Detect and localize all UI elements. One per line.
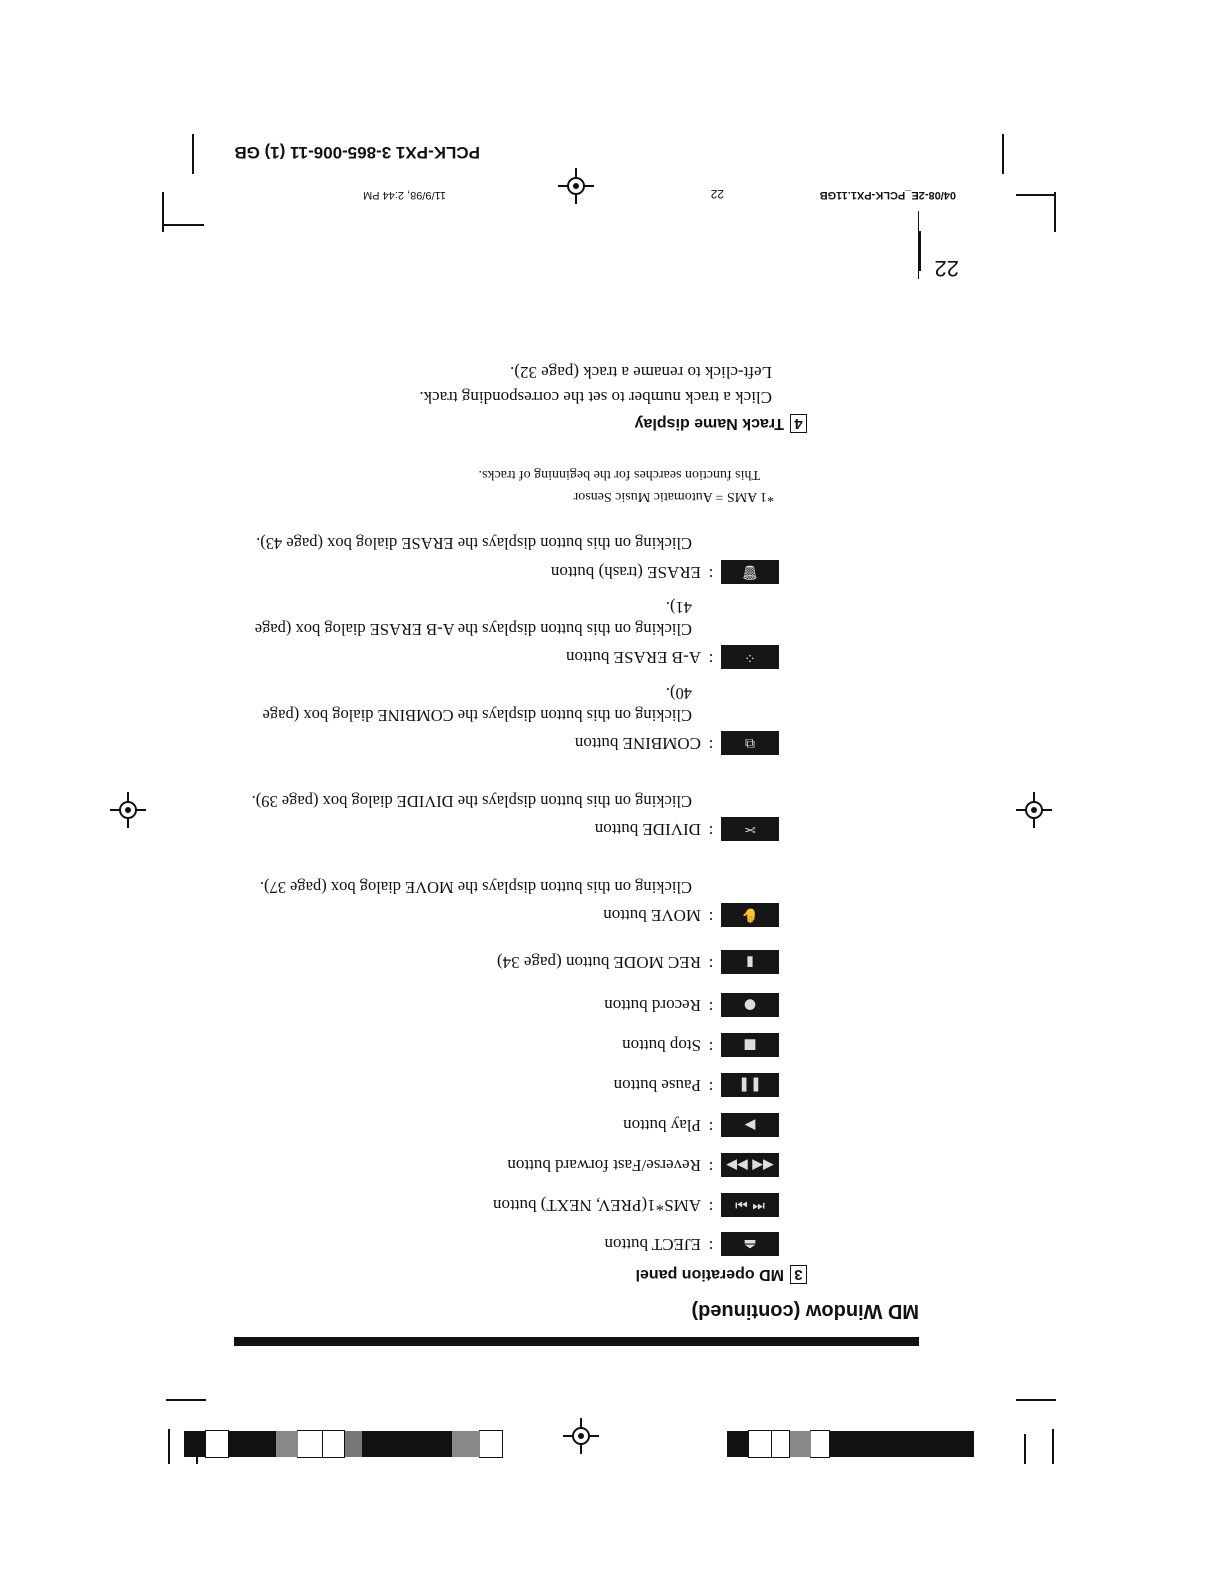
item-label: Record button [604,996,701,1015]
registration-mark-icon [558,168,594,204]
item-label: Play button [623,1116,701,1135]
panel-item: ■ : Stop button [622,1033,779,1057]
prev-next-icon: ⏮ ⏭ [721,1193,779,1217]
rec-mode-icon: ▮ [721,950,779,974]
rewind-ff-icon: ◀◀ ▶▶ [721,1153,779,1177]
panel-heading [636,1265,807,1284]
panel-item: ◀◀ ▶▶ : Reverse/Fast forward button [507,1153,779,1177]
item-description: Clicking on this button displays the ERASE dialog box (page 43). [256,534,692,553]
item-label: Reverse/Fast forward button [507,1156,701,1175]
section-rule [234,1337,919,1346]
trim-mark [1016,1399,1056,1401]
panel-item: ⏏ : EJECT button [605,1232,780,1256]
section-title: MD Window (continued) [691,1300,919,1322]
panel-item: ⏮ ⏭ : AMS*1(PREV, NEXT) button [493,1193,779,1217]
footnote-line-2: This function searches for the beginning of tracks. [478,467,760,482]
trim-mark [162,192,164,232]
panel-item: ✂ : DIVIDE button [595,817,779,841]
trim-mark [1052,1429,1054,1464]
panel-item: 🗑 : ERASE (trash) button [551,560,779,584]
item-label: ERASE (trash) button [550,563,701,582]
track-line-2: Left-click to rename a track (page 32). [510,363,772,382]
registration-mark-icon [563,1418,599,1454]
item-label: AMS*1(PREV, NEXT) button [493,1196,701,1215]
track-title: Track Name display [634,415,784,432]
footnote-line-1: *1 AMS = Automatic Music Sensor [573,489,774,504]
track-heading [635,414,807,433]
panel-title: MD operation panel [635,1266,784,1283]
panel-number-box: 3 [790,1265,807,1284]
item-label: DIVIDE button [594,820,701,839]
panel-item: ● : Record button [604,993,779,1017]
item-label: A-B ERASE button [565,648,701,667]
panel-item: ✋ : MOVE button [603,903,779,927]
panel-item: ▶ : Play button [623,1113,779,1137]
item-label: EJECT button [604,1235,701,1254]
item-description: Clicking on this button displays the MOVE dialog box (page 37). [259,878,692,897]
trim-mark [166,1399,206,1401]
item-label: Pause button [613,1076,701,1095]
calibration-strip [727,1431,974,1457]
trim-mark [192,134,194,174]
trash-icon: 🗑 [721,560,779,584]
page-divider [918,211,919,279]
document-code: PCLK-PX1 3-865-006-11 (1) GB [234,143,480,162]
record-icon: ● [721,993,779,1017]
play-icon: ▶ [721,1113,779,1137]
trim-mark [1002,134,1004,174]
panel-item: ⧉ : COMBINE button [575,731,779,755]
file-info: 04/08-2E_PCLK-PX1.11GB [819,189,956,201]
file-page-number: 22 [710,187,724,201]
item-description: Clicking on this button displays the COMBINE dialog box (page 40). [262,684,692,725]
track-number-box: 4 [790,414,807,433]
divide-scissors-icon: ✂ [721,817,779,841]
trim-mark [1054,192,1056,232]
panel-item: ▮ : REC MODE button (page 34) [497,950,779,974]
item-label: MOVE button [603,906,701,925]
stop-icon: ■ [721,1033,779,1057]
trim-mark [919,231,921,271]
combine-icon: ⧉ [721,731,779,755]
pause-icon: ❚❚ [721,1073,779,1097]
panel-item: ⁘ : A-B ERASE button [566,645,779,669]
panel-item: ❚❚ : Pause button [614,1073,779,1097]
track-line-1: Click a track number to set the corresponding track. [419,388,772,407]
item-label: COMBINE button [574,734,701,753]
item-label: REC MODE button (page 34) [497,953,701,972]
page-number: 22 [934,256,959,281]
calibration-strip [184,1431,502,1457]
trim-mark [1016,194,1056,196]
trim-mark [168,1429,170,1464]
item-label: Stop button [622,1036,701,1055]
registration-mark-icon [1016,792,1052,828]
item-description: Clicking on this button displays the DIVIDE dialog box (page 39). [251,792,692,811]
registration-mark-icon [110,792,146,828]
timestamp: 11/9/98, 2:44 PM [363,189,446,201]
item-description: Clicking on this button displays the A-B ERASE dialog box (page 41). [254,598,692,639]
trim-mark [164,224,204,226]
eject-icon: ⏏ [721,1232,779,1256]
trim-mark [1024,1434,1026,1464]
move-hand-icon: ✋ [721,903,779,927]
ab-erase-icon: ⁘ [721,645,779,669]
